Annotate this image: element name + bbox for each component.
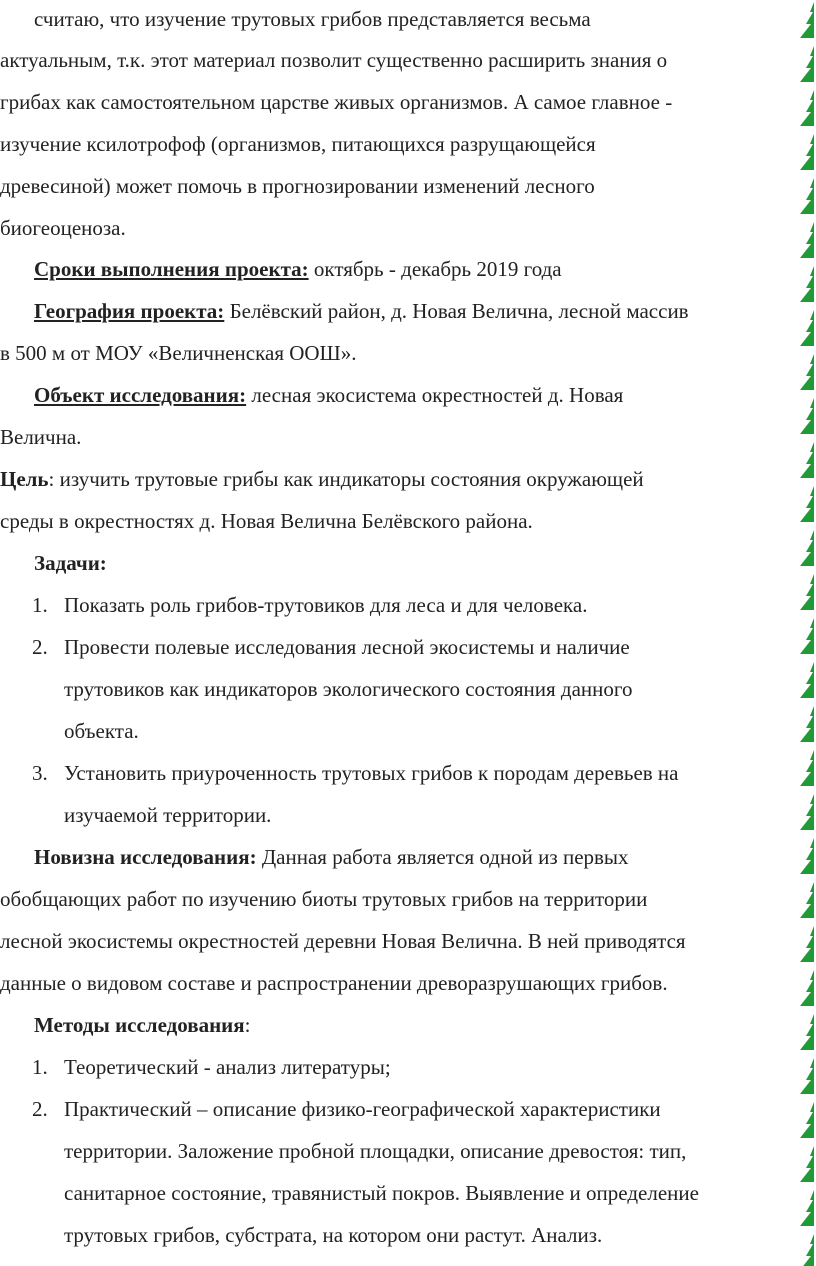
terms-label: Сроки выполнения проекта: [34, 257, 309, 281]
tree-icon [800, 134, 814, 170]
tree-icon [800, 2, 814, 38]
task-2-line-2: трутовиков как индикаторов экологического состояния данного [64, 677, 633, 701]
object-line-1: лесная экосистема окрестностей д. Новая [246, 383, 624, 407]
geo-line-1: Белёвский район, д. Новая Величнa, лесной массив [224, 299, 689, 323]
tree-icon [800, 90, 814, 126]
novelty-line-1: Данная работа является одной из первых [256, 845, 629, 869]
tree-icon [800, 750, 814, 786]
method-2-line-2: территории. Заложение пробной площадки, описание древостоя: тип, [64, 1139, 687, 1163]
tree-icon [800, 1234, 814, 1266]
intro-line-6: биогеоценоза. [0, 216, 126, 240]
tree-icon [800, 574, 814, 610]
intro-line-2: актуальным, т.к. этот материал позволит существенно расширить знания о [0, 48, 668, 72]
novelty-line-2: обобщающих работ по изучению биоты трутовых грибов на территории [0, 887, 648, 911]
tree-icon [800, 1190, 814, 1226]
tree-icon [800, 882, 814, 918]
novelty-line-3: лесной экосистемы окрестностей деревни Новая Величнa. В ней приводятся [0, 929, 686, 953]
tree-icon [800, 1058, 814, 1094]
tree-icon [800, 926, 814, 962]
goal-line-1: : изучить трутовые грибы как индикаторы состояния окружающей [48, 467, 644, 491]
tree-icon [800, 178, 814, 214]
tree-icon [800, 662, 814, 698]
method-1-number: 1. [32, 1055, 48, 1079]
method-2-line-4: трутовых грибов, субстрата, на котором они растут. Анализ. [64, 1223, 603, 1247]
novelty-label: Новизна исследования: [34, 845, 257, 869]
tree-icon [800, 266, 814, 302]
tree-icon [800, 310, 814, 346]
task-3-number: 3. [32, 761, 48, 785]
method-2-line-1: Практический – описание физико-географической характеристики [64, 1097, 661, 1121]
tree-icon [800, 794, 814, 830]
goal-line-2: среды в окрестностях д. Новая Величнa Белёвского района. [0, 509, 533, 533]
task-3-line-1: Установить приуроченность трутовых грибов к породам деревьев на [64, 761, 679, 785]
intro-line-4: изучение ксилотрофоф (организмов, питающихся разрущающейся [0, 132, 596, 156]
tree-icon [800, 1102, 814, 1138]
tree-icon [800, 222, 814, 258]
tree-icon [800, 486, 814, 522]
task-3-line-2: изучаемой территории. [64, 803, 272, 827]
novelty-line-4: данные о видовом составе и распространении древоразрушающих грибов. [0, 971, 668, 995]
tasks-heading: Задачи: [34, 551, 107, 575]
intro-line-5: древесиной) может помочь в прогнозировании изменений лесного [0, 174, 595, 198]
terms-paragraph [34, 256, 562, 282]
method-2-number: 2. [32, 1097, 48, 1121]
tree-icon [800, 442, 814, 478]
method-2-line-3: санитарное состояние, травянистый покров. Выявление и определение [64, 1181, 699, 1205]
tree-icon [800, 398, 814, 434]
tree-icon [800, 618, 814, 654]
geo-label: География проекта: [34, 299, 225, 323]
tree-icon [800, 706, 814, 742]
goal-label: Цель [0, 467, 49, 491]
terms-text: октябрь - декабрь 2019 года [308, 257, 562, 281]
geo-paragraph [34, 298, 689, 324]
object-line-2: Велична. [0, 425, 82, 449]
tree-icon [800, 1146, 814, 1182]
tree-icon [800, 530, 814, 566]
method-1-text: Теоретический - анализ литературы; [64, 1055, 391, 1079]
tree-icon [800, 46, 814, 82]
tree-icon [800, 354, 814, 390]
intro-line-1: считаю, что изучение трутовых грибов представляется весьма [34, 7, 591, 31]
novelty-paragraph [34, 844, 629, 870]
tree-icon [800, 1014, 814, 1050]
tree-icon [800, 838, 814, 874]
task-2-number: 2. [32, 635, 48, 659]
task-1-number: 1. [32, 593, 48, 617]
tree-border [784, 0, 816, 1266]
methods-heading: Методы исследования: [34, 1013, 251, 1037]
object-paragraph [34, 382, 623, 408]
geo-line-2: в 500 м от МОУ «Величненская ООШ». [0, 341, 357, 365]
intro-line-3: грибах как самостоятельном царстве живых организмов. А самое главное - [0, 90, 673, 114]
task-2-line-3: объекта. [64, 719, 139, 743]
object-label: Объект исследования: [34, 383, 247, 407]
goal-paragraph [0, 466, 644, 492]
tree-icon [800, 970, 814, 1006]
task-1-text: Показать роль грибов-трутовиков для леса и для человека. [64, 593, 588, 617]
task-2-line-1: Провести полевые исследования лесной экосистемы и наличие [64, 635, 630, 659]
